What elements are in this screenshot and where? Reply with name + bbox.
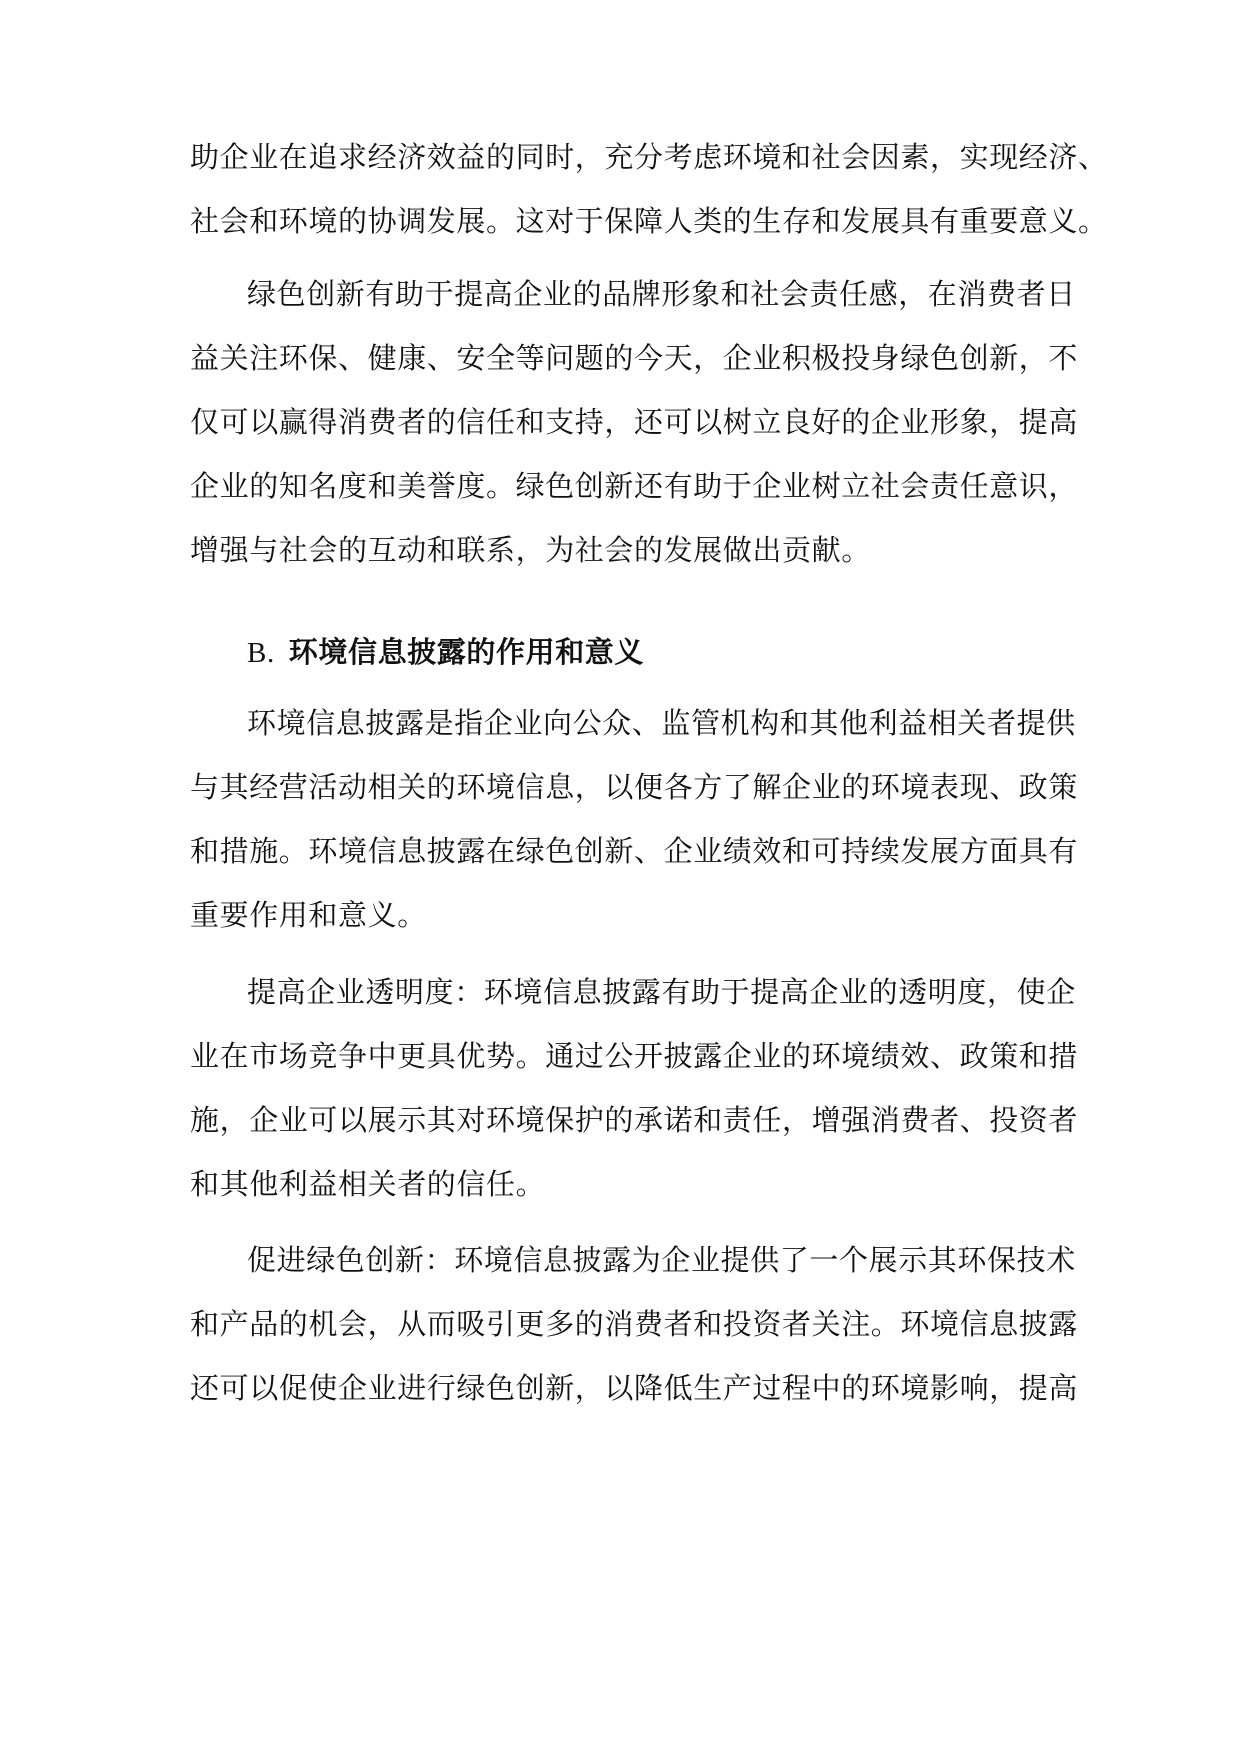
paragraph-line: 和产品的机会，从而吸引更多的消费者和投资者关注。环境信息披露 — [190, 1307, 1079, 1341]
paragraph-line: 企业的知名度和美誉度。绿色创新还有助于企业树立社会责任意识， — [190, 469, 1079, 503]
paragraph-line: 环境信息披露是指企业向公众、监管机构和其他利益相关者提供 — [247, 706, 1076, 740]
paragraph-line: 益关注环保、健康、安全等问题的今天，企业积极投身绿色创新，不 — [190, 341, 1079, 375]
paragraph-line: 与其经营活动相关的环境信息，以便各方了解企业的环境表现、政策 — [190, 770, 1079, 804]
paragraph-line: 业在市场竞争中更具优势。通过公开披露企业的环境绩效、政策和措 — [190, 1039, 1079, 1073]
paragraph-line: 仅可以赢得消费者的信任和支持，还可以树立良好的企业形象，提高 — [190, 405, 1079, 439]
section-heading-title: 环境信息披露的作用和意义 — [288, 635, 644, 669]
paragraph-line: 和其他利益相关者的信任。 — [190, 1167, 546, 1201]
paragraph-line: 重要作用和意义。 — [190, 898, 427, 932]
paragraph-line: 还可以促使企业进行绿色创新，以降低生产过程中的环境影响，提高 — [190, 1371, 1079, 1405]
section-heading-letter: B. — [247, 637, 275, 669]
paragraph-line: 增强与社会的互动和联系，为社会的发展做出贡献。 — [190, 533, 871, 567]
paragraph-line: 绿色创新有助于提高企业的品牌形象和社会责任感，在消费者日 — [247, 277, 1076, 311]
paragraph-line: 助企业在追求经济效益的同时，充分考虑环境和社会因素，实现经济、 — [190, 140, 1108, 174]
paragraph-line: 和措施。环境信息披露在绿色创新、企业绩效和可持续发展方面具有 — [190, 834, 1079, 868]
section-heading — [247, 632, 1067, 672]
paragraph-line: 社会和环境的协调发展。这对于保障人类的生存和发展具有重要意义。 — [190, 204, 1108, 238]
paragraph-line: 施，企业可以展示其对环境保护的承诺和责任，增强消费者、投资者 — [190, 1103, 1079, 1137]
paragraph-line: 提高企业透明度：环境信息披露有助于提高企业的透明度，使企 — [247, 975, 1076, 1009]
paragraph-line: 促进绿色创新：环境信息披露为企业提供了一个展示其环保技术 — [247, 1243, 1076, 1277]
